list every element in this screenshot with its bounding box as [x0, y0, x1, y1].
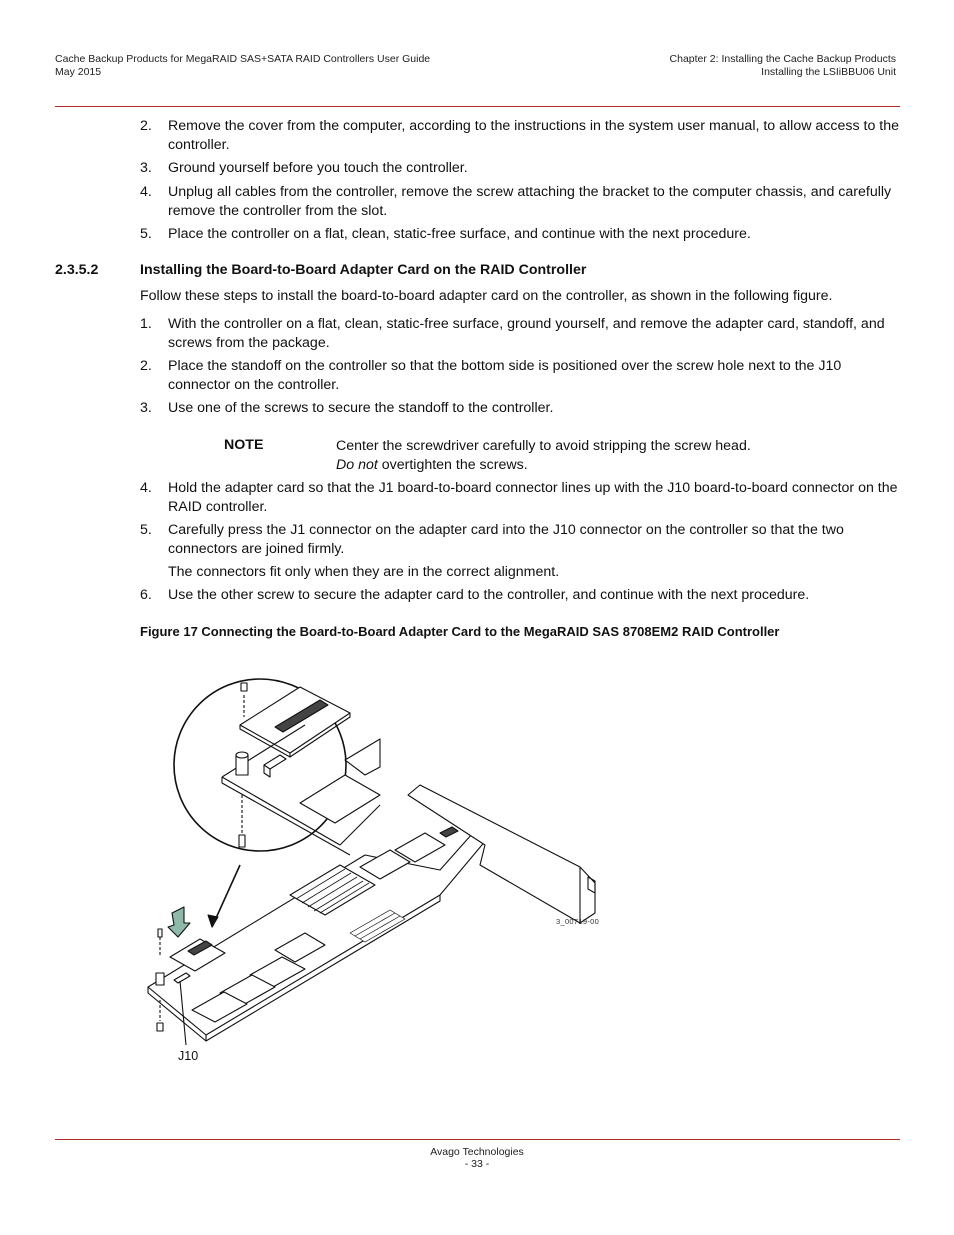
controller-diagram: [140, 655, 620, 1075]
list-item: 4. Hold the adapter card so that the J1 board-to-board connector lines up with the J10 board-to-board connector on the RAID controller.: [140, 480, 898, 515]
document-title: Cache Backup Products for MegaRAID SAS+SATA RAID Controllers User Guide: [55, 53, 431, 65]
section-title-header: Installing the LSIiBBU06 Unit: [761, 66, 896, 78]
figure-caption: Figure 17 Connecting the Board-to-Board Adapter Card to the MegaRAID SAS 8708EM2 RAID Controller: [140, 624, 780, 639]
chapter-title: Chapter 2: Installing the Cache Backup Products: [669, 53, 896, 65]
header-rule: [55, 106, 900, 107]
page-header-right: [670, 53, 896, 79]
j10-label: J10: [178, 1049, 199, 1063]
list-item: 5. Place the controller on a flat, clean, static-free surface, and continue with the next procedure.: [140, 226, 751, 242]
list-item: 5. Carefully press the J1 connector on the adapter card into the J10 connector on the controller so that the two connectors are joined firmly.: [140, 522, 844, 557]
list-item: 6. Use the other screw to secure the adapter card to the controller, and continue with the next procedure.: [140, 587, 810, 603]
list-item: 1. With the controller on a flat, clean, static-free surface, ground yourself, and remove the adapter card, standoff, and screws from the package.: [140, 316, 885, 351]
step-note: The connectors fit only when they are in the correct alignment.: [168, 564, 560, 580]
note-text: Center the screwdriver carefully to avoid stripping the screw head.: [336, 438, 751, 454]
section-intro: Follow these steps to install the board-to-board adapter card on the controller, as shown in the following figure.: [140, 288, 833, 304]
figure-id: 3_00719-00: [556, 917, 600, 926]
page-number: - 33 -: [464, 1158, 490, 1170]
list-item: 4. Unplug all cables from the controller, remove the screw attaching the bracket to the computer chassis, and carefully remove the controller from the slot.: [140, 184, 892, 219]
list-item: 2. Place the standoff on the controller so that the bottom side is positioned over the screw hole next to the J10 connector on the controller.: [140, 358, 842, 393]
list-item: 3. Use one of the screws to secure the standoff to the controller.: [140, 400, 554, 416]
note-label: NOTE: [224, 437, 264, 453]
figure-illustration: [140, 655, 620, 1075]
list-item: 2. Remove the cover from the computer, according to the instructions in the system user manual, to allow access to the controller.: [140, 118, 900, 153]
section-number: 2.3.5.2: [55, 262, 99, 278]
note-text-2: Do not overtighten the screws.: [336, 457, 528, 473]
footer-company: Avago Technologies: [430, 1146, 524, 1158]
page-header-left: [55, 53, 430, 79]
list-item: 3. Ground yourself before you touch the controller.: [140, 160, 468, 176]
document-date: May 2015: [55, 66, 102, 78]
footer-rule: [55, 1139, 900, 1140]
section-heading: Installing the Board-to-Board Adapter Card on the RAID Controller: [140, 262, 587, 278]
